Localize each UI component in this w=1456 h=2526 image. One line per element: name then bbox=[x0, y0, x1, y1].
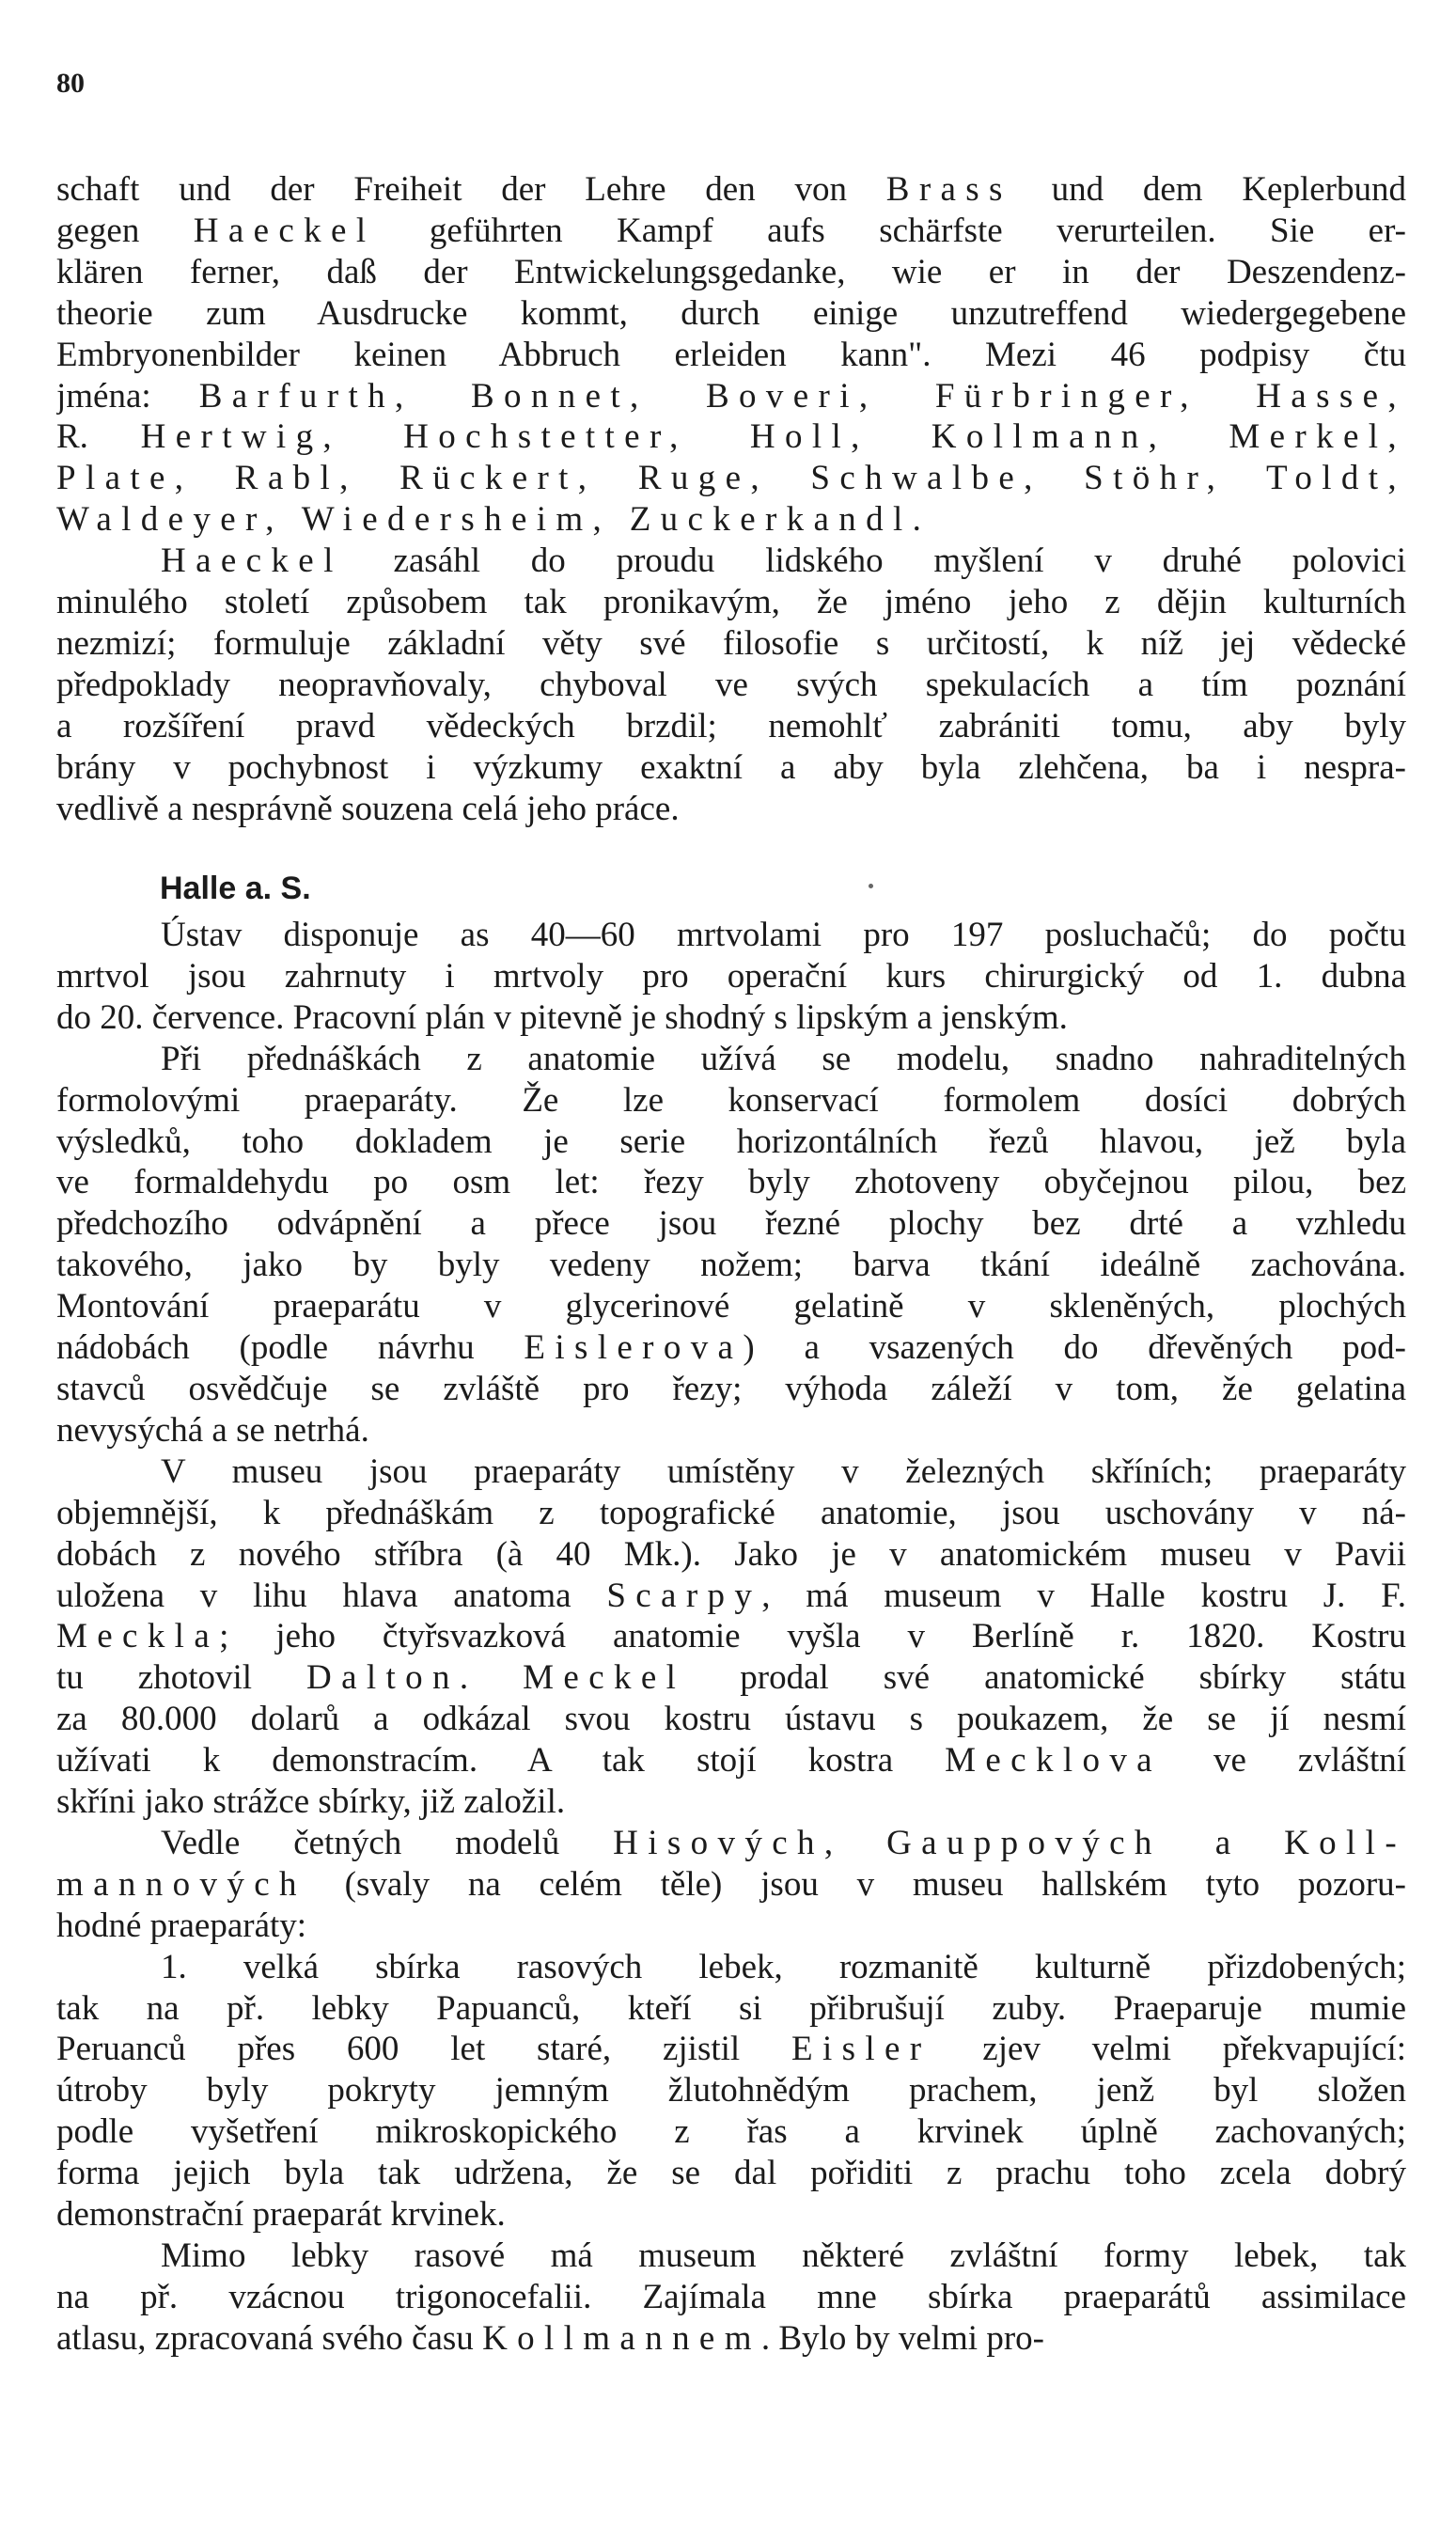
text-run: klären ferner, daß der Entwickelungsgedanke, wie er in der Deszendenz- bbox=[56, 252, 1406, 291]
text-line bbox=[56, 2318, 1406, 2360]
text-run: 1. velká sbírka rasových lebek, rozmanitě kulturně přizdobených; bbox=[161, 1947, 1406, 1986]
text-line bbox=[56, 1327, 1406, 1369]
text-line bbox=[56, 2153, 1406, 2194]
text-run: ve formaldehydu po osm let: řezy byly zhotoveny obyčejnou pilou, bez bbox=[56, 1163, 1406, 1202]
text-line bbox=[56, 458, 1406, 499]
text-line bbox=[56, 541, 1406, 582]
text-line bbox=[56, 1451, 1406, 1493]
text-line bbox=[56, 582, 1406, 623]
spaced-name: Barfurth, Bonnet, Boveri, Fürbringer, Hasse, bbox=[198, 376, 1406, 416]
text-run: demonstrační praeparát krvinek. bbox=[56, 2195, 506, 2235]
spaced-name: Scarpy bbox=[606, 1576, 762, 1615]
text-line bbox=[56, 1616, 1406, 1657]
text-run: Vedle četných modelů bbox=[161, 1823, 614, 1862]
spaced-name: Hisových bbox=[613, 1823, 824, 1862]
text-run: ) a vsazených do dřevěných pod- bbox=[743, 1328, 1406, 1368]
body-text-section bbox=[56, 915, 1406, 2360]
text-line bbox=[56, 1410, 1406, 1451]
spaced-name: Koll- bbox=[1284, 1823, 1406, 1862]
text-line bbox=[56, 252, 1406, 293]
text-line bbox=[56, 1740, 1406, 1781]
text-run: dobách z nového stříbra (à 40 Mk.). Jako je v anatomickém museu v Pavii bbox=[56, 1534, 1406, 1574]
text-run: podle vyšetření mikroskopického z řas a krvinek úplně zachovaných; bbox=[56, 2112, 1406, 2152]
stray-mark bbox=[869, 884, 873, 888]
text-run: Mimo lebky rasové má museum některé zvláštní formy lebek, tak bbox=[161, 2236, 1406, 2275]
text-line bbox=[56, 1162, 1406, 1203]
text-line bbox=[56, 747, 1406, 789]
spaced-name: Meckel bbox=[523, 1658, 686, 1698]
text-line bbox=[56, 2070, 1406, 2111]
text-run: und dem Keplerbund bbox=[1011, 170, 1406, 209]
text-line bbox=[56, 2194, 1406, 2236]
text-line bbox=[56, 376, 1406, 417]
text-line bbox=[56, 956, 1406, 997]
text-line bbox=[56, 1699, 1406, 1740]
text-line bbox=[56, 1657, 1406, 1699]
text-line bbox=[56, 1534, 1406, 1576]
text-run: atlasu, zpracovaná svého času bbox=[56, 2318, 483, 2358]
page-number: 80 bbox=[56, 68, 85, 99]
text-run: geführten Kampf aufs schärfste verurteilen. Sie er- bbox=[375, 211, 1406, 250]
spaced-name: Waldeyer, Wiedersheim, Zuckerkandl. bbox=[56, 500, 932, 540]
text-run: předchozího odvápnění a přece jsou řezné plochy bez drté a vzhledu bbox=[56, 1204, 1406, 1244]
text-run: hodné praeparáty: bbox=[56, 1906, 307, 1945]
text-run: Ústav disponuje as 40—60 mrtvolami pro 197 posluchačů; do počtu bbox=[161, 916, 1406, 954]
text-run: . bbox=[459, 1658, 524, 1698]
text-run: forma jejich byla tak udržena, že se dal pořiditi z prachu toho zcela dobrý bbox=[56, 2154, 1406, 2193]
text-run: , má museum v Halle kostru J. F. bbox=[761, 1576, 1406, 1615]
text-line bbox=[56, 211, 1406, 252]
text-line bbox=[56, 1369, 1406, 1410]
section-heading: Halle a. S. bbox=[160, 871, 311, 906]
text-line bbox=[56, 1203, 1406, 1245]
text-run: ; jeho čtyřsvazková anatomie vyšla v Berlíně r. 1820. Kostru bbox=[219, 1617, 1406, 1656]
text-line bbox=[56, 1781, 1406, 1823]
spaced-name: Haeckel bbox=[161, 541, 343, 581]
text-run: výsledků, toho dokladem je serie horizontálních řezů hlavou, jež byla bbox=[56, 1122, 1406, 1161]
spaced-name: Meckla bbox=[56, 1617, 220, 1656]
text-run: prodal své anatomické sbírky státu bbox=[685, 1658, 1406, 1698]
text-line bbox=[56, 1864, 1406, 1906]
text-line bbox=[56, 623, 1406, 665]
text-run: ve zvláštní bbox=[1161, 1741, 1406, 1781]
text-line bbox=[56, 915, 1406, 956]
text-run: nevysýchá a se netrhá. bbox=[56, 1410, 369, 1450]
text-run: minulého století způsobem tak pronikavým, že jméno jeho z dějin kulturních bbox=[56, 583, 1406, 622]
text-line bbox=[56, 2277, 1406, 2318]
text-line bbox=[56, 665, 1406, 706]
spaced-name: Eislerova bbox=[524, 1328, 744, 1368]
text-run: . Bylo by velmi pro- bbox=[760, 2318, 1044, 2358]
text-run: tak na př. lebky Papuanců, kteří si přibrušují zuby. Praeparuje mumie bbox=[56, 1988, 1406, 2028]
text-line bbox=[56, 789, 1406, 830]
spaced-name: Plate, Rabl, Rückert, Ruge, Schwalbe, Stöhr, Toldt, bbox=[56, 459, 1406, 498]
text-line bbox=[56, 2029, 1406, 2070]
text-run: na př. vzácnou trigonocefalii. Zajímala mne sbírka praeparátů assimilace bbox=[56, 2277, 1406, 2316]
text-run: zjev velmi překvapující: bbox=[931, 2030, 1406, 2069]
text-run: brány v pochybnost i výzkumy exaktní a aby byla zlehčena, ba i nespra- bbox=[56, 747, 1406, 787]
text-line bbox=[56, 1493, 1406, 1534]
text-run: , bbox=[823, 1823, 887, 1862]
text-run: předpoklady neopravňovaly, chyboval ve svých spekulacích a tím poznání bbox=[56, 665, 1406, 704]
text-line bbox=[56, 1122, 1406, 1163]
text-run: jména: bbox=[56, 376, 199, 416]
text-run: a rozšíření pravd vědeckých brzdil; nemohlť zabrániti tomu, aby byly bbox=[56, 706, 1406, 745]
text-run: Při přednáškách z anatomie užívá se modelu, snadno nahraditelných bbox=[161, 1039, 1406, 1078]
spaced-name: Kollmannem bbox=[482, 2318, 761, 2358]
text-run: a bbox=[1161, 1823, 1285, 1862]
text-run: R. bbox=[56, 417, 141, 457]
text-run: uložena v lihu hlava anatoma bbox=[56, 1576, 607, 1615]
spaced-name: Eisler bbox=[791, 2030, 932, 2069]
text-run: útroby byly pokryty jemným žlutohnědým prachem, jenž byl složen bbox=[56, 2071, 1406, 2110]
text-line bbox=[56, 1906, 1406, 1947]
text-run: schaft und der Freiheit der Lehre den von bbox=[56, 170, 886, 209]
spaced-name: Mecklova bbox=[945, 1741, 1162, 1781]
text-run: takového, jako by byly vedeny nožem; barva tkání ideálně zachována. bbox=[56, 1246, 1406, 1285]
spaced-name: Haeckel bbox=[193, 211, 376, 250]
text-line bbox=[56, 2236, 1406, 2277]
text-line bbox=[56, 1245, 1406, 1286]
text-line bbox=[56, 335, 1406, 376]
text-run: stavců osvědčuje se zvláště pro řezy; výhoda záleží v tom, že gelatina bbox=[56, 1369, 1406, 1408]
text-run: theorie zum Ausdrucke kommt, durch einige unzutreffend wiedergegebene bbox=[56, 293, 1406, 333]
text-run: mrtvol jsou zahrnuty i mrtvoly pro operační kurs chirurgický od 1. dubna bbox=[56, 956, 1406, 996]
text-run: zasáhl do proudu lidského myšlení v druhé polovici bbox=[342, 541, 1406, 581]
text-run: Embryonenbilder keinen Abbruch erleiden kann". Mezi 46 podpisy čtu bbox=[56, 335, 1406, 374]
text-line bbox=[56, 1286, 1406, 1327]
spaced-name: Gauppových bbox=[886, 1823, 1162, 1862]
text-line bbox=[56, 499, 1406, 541]
text-run: nádobách (podle návrhu bbox=[56, 1328, 524, 1368]
text-line bbox=[56, 706, 1406, 747]
text-line bbox=[56, 1039, 1406, 1080]
text-line bbox=[56, 2111, 1406, 2153]
text-run: užívati k demonstracím. A tak stojí kostra bbox=[56, 1741, 946, 1781]
text-line bbox=[56, 997, 1406, 1039]
text-line bbox=[56, 1823, 1406, 1864]
spaced-name: mannových bbox=[56, 1864, 306, 1904]
spaced-name: Dalton bbox=[306, 1658, 460, 1698]
text-line bbox=[56, 293, 1406, 335]
text-run: (svaly na celém těle) jsou v museu hallském tyto pozoru- bbox=[305, 1864, 1406, 1904]
text-line bbox=[56, 416, 1406, 458]
text-run: tu zhotovil bbox=[56, 1658, 307, 1698]
text-line bbox=[56, 169, 1406, 211]
text-line bbox=[56, 1947, 1406, 1988]
text-run: do 20. července. Pracovní plán v pitevně je shodný s lipským a jenským. bbox=[56, 997, 1068, 1037]
spaced-name: Brass bbox=[885, 170, 1012, 209]
text-run: za 80.000 dolarů a odkázal svou kostru ústavu s poukazem, že se jí nesmí bbox=[56, 1700, 1406, 1739]
text-run: formolovými praeparáty. Že lze konservací formolem dosíci dobrých bbox=[56, 1080, 1406, 1120]
spaced-name: Hertwig, Hochstetter, Holl, Kollmann, Merkel, bbox=[140, 417, 1406, 457]
text-run: Peruanců přes 600 let staré, zjistil bbox=[56, 2030, 791, 2069]
text-line bbox=[56, 1576, 1406, 1617]
text-run: Montování praeparátu v glycerinové gelatině v skleněných, plochých bbox=[56, 1287, 1406, 1326]
text-run: gegen bbox=[56, 211, 194, 250]
text-run: V museu jsou praeparáty umístěny v železných skříních; praeparáty bbox=[161, 1451, 1406, 1491]
text-line bbox=[56, 1988, 1406, 2030]
text-run: objemnější, k přednáškám z topografické anatomie, jsou uschovány v ná- bbox=[56, 1493, 1406, 1532]
text-run: nezmizí; formuluje základní věty své filosofie s určitostí, k níž jej vědecké bbox=[56, 623, 1406, 663]
text-line bbox=[56, 1080, 1406, 1122]
text-run: vedlivě a nesprávně souzena celá jeho práce. bbox=[56, 789, 680, 828]
body-text-top bbox=[56, 169, 1406, 830]
text-run: skříni jako strážce sbírky, již založil. bbox=[56, 1782, 566, 1822]
